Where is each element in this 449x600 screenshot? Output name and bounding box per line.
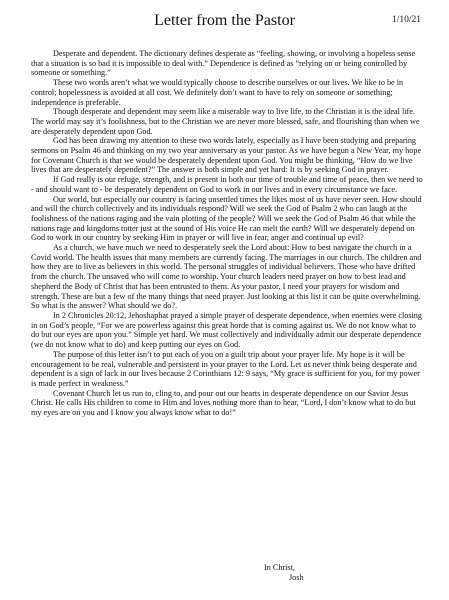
paragraph-5: If God really is our refuge, strength, and is present in both our time of trouble and time of peace, then we need to - and should want to - be desperately dependent on God to work in our lives and in every circumstance we face. <box>31 175 423 194</box>
paragraph-10: The purpose of this letter isn’t to put each of you on a guilt trip about your prayer life. My hope is it will be encouragement to be real, vulnerable and persistent in your prayer to the Lord. Let us never think being desperate and dependent is a sign of lack in our lives because 2 Corinthians 12: 9 says, “My grace is sufficient for you, for my power is made perfect in weakness.” <box>31 349 420 388</box>
paragraph-8: So what is the answer? What should we do?. <box>31 301 178 311</box>
paragraph-9: In 2 Chronicles 20:12, Jehoshaphat prayed a simple prayer of desperate dependence, when enemies were closing in on God’s people, “For we are powerless against this great horde that is coming against us. We do not know what to do but our eyes are upon you.” Simple yet hard. We must collectively and individually admit our desperate dependence (we do not know what to do) and keep putting our eyes on God. <box>31 310 422 350</box>
letter-date: 1/10/21 <box>391 15 421 25</box>
valediction: In Christ, <box>264 563 295 572</box>
paragraph-7: As a church, we have much we need to desperately seek the Lord about: How to best navigate the church in a Covid world. The health issues that many members are currently facing. The marriages in our church. The children and how they are to live as believers in this world. The personal struggles of individual believers. Those who have drifted from the church. The unsaved who will come to worship. Your church leaders need prayer on how to best lead and shepherd the Body of Christ that has been entrusted to them. As your pastor, I need your prayers for wisdom and strength. These are but a few of the many things that need prayer. Just looking at this list it can be quite overwhelming. <box>31 243 422 301</box>
signature: Josh <box>289 572 304 582</box>
paragraph-1: Desperate and dependent. The dictionary defines desperate as “feeling, showing, or involving a hopeless sense that a situation is so bad it is impossible to deal with.” Dependence is defined as “relying on or being controlled by someone or something.” <box>31 49 416 78</box>
paragraph-2: These two words aren’t what we would typically choose to describe ourselves or our lives. We like to be in control; hopelessness is avoided at all cost. We definitely don’t want to have to rely on someone or something; independence is preferable. <box>31 78 404 107</box>
paragraph-11: Covenant Church let us run to, cling to, and pour out our hearts in desperate dependence on our Savior Jesus Christ. He calls His children to come to Him and loves nothing more than to hear, “Lord, I don’t know what to do but my eyes are on you and I know you always know what to do!” <box>31 388 416 418</box>
paragraph-3: Though desperate and dependent may seem like a miserable way to live life, to the Christian it is the ideal life. The world may say it’s foolishness, but to the Christian we are never more blessed, safe, and flourishing than when we are desperately dependent upon God. <box>31 107 420 136</box>
paragraph-4: God has been drawing my attention to these two words lately, especially as I have been studying and preparing sermons on Psalm 46 and thinking on my two year anniversary as your pastor. As we have begun a New Year, my hope for Covenant Church is that we would be desperately dependent upon God. You might be thinking, “How do we live lives that are desperately dependent?” The answer is both simple and yet hard: It is by seeking God in prayer. <box>31 136 422 175</box>
page-title: Letter from the Pastor <box>154 12 295 29</box>
letter-body <box>31 49 423 418</box>
letter-closing <box>264 563 304 582</box>
paragraph-6: Our world, but especially our country is facing unsettled times the likes most of us have never seen. How should and will the church collectively and its individuals respond? Will we seek the God of Psalm 2 who can laugh at the foolishness of the nations raging and the vain plotting of the people? Will we seek the God of Psalm 46 that while the nations rage and kingdoms totter just at the sound of His voice He can melt the earth? Will we desperately depend on God to work in our country by seeking Him in prayer or will live in fear, anger and continual up evil? <box>31 194 422 243</box>
